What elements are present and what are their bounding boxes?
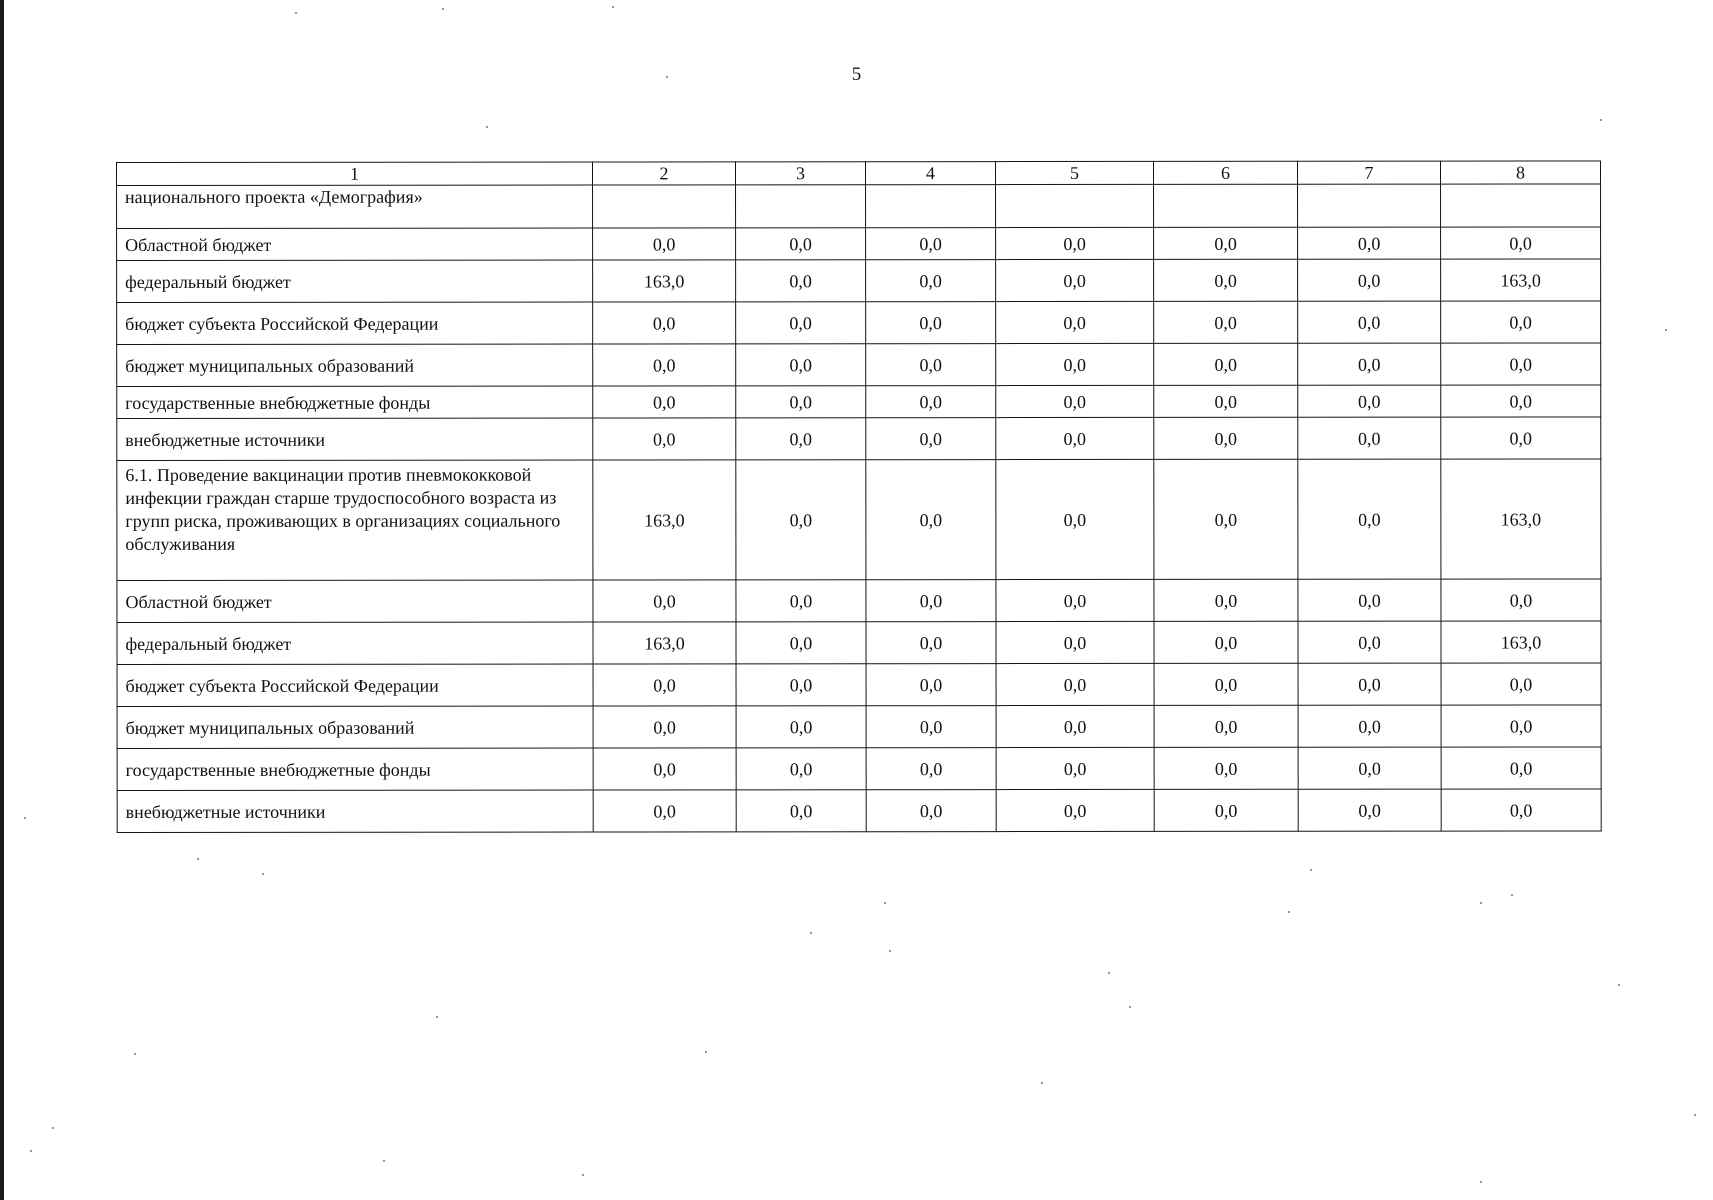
row-label: федеральный бюджет bbox=[117, 260, 593, 302]
row-label: бюджет субъекта Российской Федерации bbox=[117, 664, 593, 706]
value-cell: 0,0 bbox=[1154, 579, 1298, 621]
value-cell bbox=[593, 185, 736, 228]
value-cell: 0,0 bbox=[1298, 789, 1441, 831]
value-cell: 0,0 bbox=[1154, 417, 1298, 459]
value-cell: 0,0 bbox=[736, 706, 866, 748]
value-cell: 0,0 bbox=[996, 343, 1154, 385]
value-cell: 0,0 bbox=[866, 748, 996, 790]
value-cell: 0,0 bbox=[1154, 621, 1298, 663]
value-cell: 0,0 bbox=[1441, 789, 1601, 831]
value-cell: 0,0 bbox=[1154, 747, 1298, 789]
scan-speck bbox=[442, 8, 444, 10]
value-cell: 0,0 bbox=[736, 790, 866, 832]
value-cell: 0,0 bbox=[1298, 621, 1441, 663]
value-cell: 0,0 bbox=[1298, 747, 1441, 789]
scan-speck bbox=[1129, 1006, 1131, 1008]
scan-speck bbox=[1694, 1114, 1696, 1116]
table-row bbox=[117, 301, 1601, 345]
row-label: Областной бюджет bbox=[117, 580, 593, 622]
value-cell: 0,0 bbox=[1441, 343, 1601, 385]
value-cell: 0,0 bbox=[1298, 705, 1441, 747]
value-cell: 0,0 bbox=[996, 417, 1154, 459]
scan-speck bbox=[1108, 972, 1110, 974]
scan-speck bbox=[134, 1053, 136, 1055]
scan-speck bbox=[486, 126, 488, 128]
value-cell: 0,0 bbox=[996, 459, 1154, 579]
value-cell: 0,0 bbox=[1441, 663, 1601, 705]
scan-speck bbox=[436, 1016, 438, 1018]
scan-speck bbox=[810, 932, 812, 934]
value-cell: 0,0 bbox=[996, 663, 1154, 705]
row-label: национального проекта «Демография» bbox=[117, 185, 593, 228]
row-label: бюджет муниципальных образований bbox=[117, 706, 593, 748]
table-row bbox=[117, 705, 1601, 749]
value-cell: 0,0 bbox=[1441, 227, 1601, 259]
value-cell: 0,0 bbox=[1441, 385, 1601, 417]
value-cell: 0,0 bbox=[736, 302, 866, 344]
value-cell: 0,0 bbox=[1154, 385, 1298, 417]
value-cell: 0,0 bbox=[866, 418, 996, 460]
value-cell: 0,0 bbox=[1441, 705, 1601, 747]
column-header: 3 bbox=[736, 162, 866, 185]
value-cell: 0,0 bbox=[866, 344, 996, 386]
value-cell: 0,0 bbox=[866, 664, 996, 706]
value-cell: 0,0 bbox=[593, 706, 736, 748]
value-cell: 0,0 bbox=[593, 664, 736, 706]
table-row bbox=[117, 459, 1601, 581]
value-cell: 0,0 bbox=[1154, 789, 1298, 831]
scan-speck bbox=[262, 873, 264, 875]
value-cell: 163,0 bbox=[593, 260, 736, 302]
value-cell: 0,0 bbox=[866, 460, 996, 580]
value-cell: 0,0 bbox=[866, 622, 996, 664]
value-cell: 0,0 bbox=[736, 580, 866, 622]
value-cell: 0,0 bbox=[736, 460, 866, 580]
scan-speck bbox=[197, 858, 199, 860]
value-cell: 0,0 bbox=[1154, 343, 1298, 385]
row-label: внебюджетные источники bbox=[117, 418, 593, 460]
value-cell: 0,0 bbox=[593, 418, 736, 460]
row-label: государственные внебюджетные фонды bbox=[117, 386, 593, 418]
table-row bbox=[117, 621, 1601, 665]
scan-speck bbox=[1041, 1082, 1043, 1084]
value-cell: 0,0 bbox=[866, 228, 996, 260]
table-row bbox=[117, 417, 1601, 461]
table-row bbox=[117, 663, 1601, 707]
row-label: государственные внебюджетные фонды bbox=[117, 748, 593, 790]
value-cell: 0,0 bbox=[593, 302, 736, 344]
value-cell: 0,0 bbox=[866, 790, 996, 832]
value-cell: 0,0 bbox=[593, 790, 736, 832]
value-cell: 0,0 bbox=[1441, 747, 1601, 789]
value-cell: 0,0 bbox=[1298, 663, 1441, 705]
scan-speck bbox=[1618, 984, 1620, 986]
value-cell: 0,0 bbox=[1298, 385, 1441, 417]
scan-left-edge bbox=[0, 0, 4, 1200]
scan-speck bbox=[1600, 119, 1602, 121]
value-cell: 0,0 bbox=[593, 748, 736, 790]
value-cell: 0,0 bbox=[866, 386, 996, 418]
value-cell: 0,0 bbox=[996, 789, 1154, 831]
scan-speck bbox=[30, 1150, 32, 1152]
column-header: 4 bbox=[866, 162, 996, 185]
scan-speck bbox=[383, 1160, 385, 1162]
value-cell: 0,0 bbox=[1154, 259, 1298, 301]
value-cell: 163,0 bbox=[1441, 259, 1601, 301]
value-cell: 0,0 bbox=[1154, 459, 1298, 579]
value-cell: 0,0 bbox=[996, 579, 1154, 621]
value-cell: 0,0 bbox=[593, 228, 736, 260]
value-cell: 0,0 bbox=[1441, 301, 1601, 343]
value-cell bbox=[736, 185, 866, 228]
value-cell: 0,0 bbox=[1298, 343, 1441, 385]
value-cell: 0,0 bbox=[1154, 705, 1298, 747]
value-cell: 0,0 bbox=[593, 344, 736, 386]
scan-speck bbox=[52, 1127, 54, 1129]
value-cell: 0,0 bbox=[996, 385, 1154, 417]
column-header: 6 bbox=[1154, 161, 1298, 184]
value-cell: 0,0 bbox=[1441, 417, 1601, 459]
scan-speck bbox=[705, 1051, 707, 1053]
scan-speck bbox=[24, 817, 26, 819]
value-cell: 0,0 bbox=[866, 580, 996, 622]
value-cell bbox=[996, 184, 1154, 227]
value-cell: 0,0 bbox=[1298, 301, 1441, 343]
value-cell bbox=[1154, 184, 1298, 227]
row-label: внебюджетные источники bbox=[117, 790, 593, 832]
value-cell: 0,0 bbox=[736, 386, 866, 418]
value-cell: 0,0 bbox=[1298, 459, 1441, 579]
value-cell: 0,0 bbox=[996, 705, 1154, 747]
scan-speck bbox=[1480, 1181, 1482, 1183]
scan-speck bbox=[889, 950, 891, 952]
value-cell: 0,0 bbox=[996, 621, 1154, 663]
value-cell: 0,0 bbox=[1298, 579, 1441, 621]
row-label: федеральный бюджет bbox=[117, 622, 593, 664]
value-cell: 0,0 bbox=[866, 260, 996, 302]
column-number-row bbox=[117, 161, 1601, 186]
value-cell: 0,0 bbox=[736, 664, 866, 706]
value-cell: 0,0 bbox=[736, 418, 866, 460]
budget-table-container bbox=[116, 160, 1601, 833]
value-cell: 163,0 bbox=[593, 622, 736, 664]
value-cell: 0,0 bbox=[736, 260, 866, 302]
value-cell bbox=[1441, 184, 1601, 227]
table-row bbox=[117, 227, 1601, 261]
value-cell: 0,0 bbox=[996, 301, 1154, 343]
scan-speck bbox=[1665, 329, 1667, 331]
scan-speck bbox=[884, 902, 886, 904]
value-cell: 0,0 bbox=[996, 747, 1154, 789]
table-row bbox=[117, 259, 1601, 303]
row-label: бюджет муниципальных образований bbox=[117, 344, 593, 386]
table-row bbox=[117, 789, 1601, 833]
value-cell: 163,0 bbox=[1441, 621, 1601, 663]
table-row bbox=[117, 579, 1601, 623]
column-header: 7 bbox=[1297, 161, 1440, 184]
value-cell: 163,0 bbox=[1441, 459, 1601, 579]
value-cell: 0,0 bbox=[1154, 227, 1298, 259]
row-label: Областной бюджет bbox=[117, 228, 593, 260]
scan-speck bbox=[1511, 894, 1513, 896]
table-row bbox=[117, 385, 1601, 419]
scan-speck bbox=[295, 12, 297, 14]
value-cell bbox=[1298, 184, 1441, 227]
table-row bbox=[117, 747, 1601, 791]
row-label: бюджет субъекта Российской Федерации bbox=[117, 302, 593, 344]
value-cell: 0,0 bbox=[996, 259, 1154, 301]
value-cell: 0,0 bbox=[866, 302, 996, 344]
scan-speck bbox=[666, 76, 668, 78]
value-cell: 0,0 bbox=[1154, 663, 1298, 705]
scan-speck bbox=[612, 6, 614, 8]
scan-speck bbox=[582, 1174, 584, 1176]
scan-speck bbox=[1480, 902, 1482, 904]
value-cell: 0,0 bbox=[736, 748, 866, 790]
value-cell bbox=[866, 185, 996, 228]
value-cell: 0,0 bbox=[866, 706, 996, 748]
table-row bbox=[117, 184, 1601, 229]
scan-speck bbox=[1310, 869, 1312, 871]
column-header: 1 bbox=[117, 162, 593, 185]
value-cell: 0,0 bbox=[736, 622, 866, 664]
value-cell: 0,0 bbox=[1298, 259, 1441, 301]
value-cell: 0,0 bbox=[593, 386, 736, 418]
value-cell: 0,0 bbox=[996, 227, 1154, 259]
value-cell: 0,0 bbox=[1441, 579, 1601, 621]
scan-speck bbox=[1288, 911, 1290, 913]
value-cell: 0,0 bbox=[1298, 417, 1441, 459]
column-header: 2 bbox=[593, 162, 736, 185]
value-cell: 0,0 bbox=[593, 580, 736, 622]
value-cell: 0,0 bbox=[1154, 301, 1298, 343]
column-header: 5 bbox=[996, 161, 1154, 184]
value-cell: 0,0 bbox=[736, 344, 866, 386]
budget-table bbox=[116, 160, 1602, 833]
table-row bbox=[117, 343, 1601, 387]
page-number: 5 bbox=[851, 64, 862, 85]
value-cell: 0,0 bbox=[1298, 227, 1441, 259]
value-cell: 163,0 bbox=[593, 460, 736, 580]
column-header: 8 bbox=[1440, 161, 1600, 184]
value-cell: 0,0 bbox=[736, 228, 866, 260]
row-label: 6.1. Проведение вакцинации против пневмококковой инфекции граждан старше трудоспособного возраста из групп риска, проживающих в организациях социального обслуживания bbox=[117, 460, 593, 580]
